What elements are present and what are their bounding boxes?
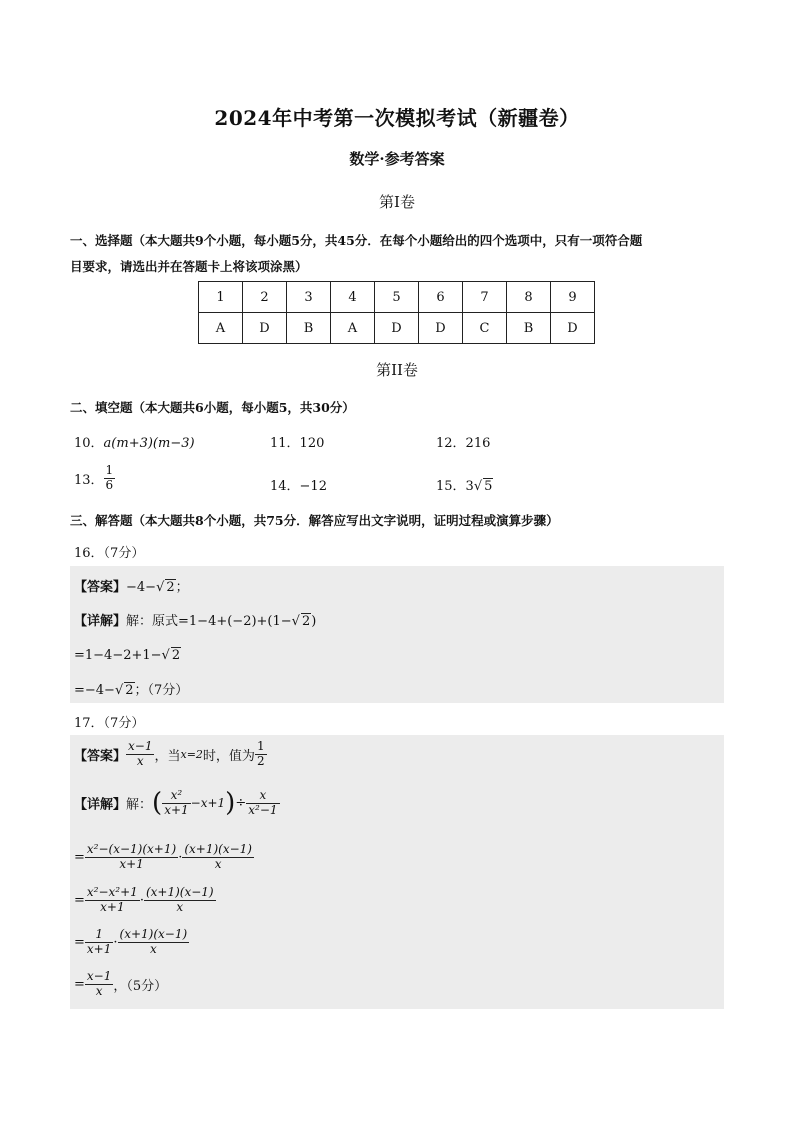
numerator: x−1: [86, 969, 112, 983]
answer-value: a(m+3)(m−3): [103, 436, 195, 451]
term: −x+1: [190, 796, 226, 810]
q16-step-2: =−4−√ 2；（7分）: [74, 683, 189, 698]
fraction: [118, 928, 190, 957]
equals-sign: =: [74, 934, 85, 950]
close-paren: ): [225, 788, 236, 818]
fraction: [144, 886, 216, 915]
answer-text: −4−: [126, 580, 157, 595]
volume-one-heading: 第Ⅰ卷: [379, 193, 415, 211]
denominator: 2: [256, 753, 265, 768]
step-end: ，（5分）: [113, 978, 168, 994]
table-cell: B: [507, 313, 551, 344]
q17-header: 17．（7分）: [74, 716, 145, 731]
table-cell: 6: [419, 282, 463, 313]
table-cell: 5: [375, 282, 419, 313]
choice-answer-table: [198, 281, 595, 344]
step-end: ；（7分）: [134, 683, 189, 698]
fraction: [126, 740, 154, 769]
denominator: x²−1: [248, 802, 278, 817]
fraction: [255, 740, 267, 769]
equals-sign: =: [74, 849, 85, 865]
q17-step-2: [74, 886, 216, 915]
answer-label: 【答案】: [74, 748, 127, 764]
section-one-intro-line2: 目要求，请选出并在答题卡上将该项涂黑）: [70, 259, 308, 274]
multiply-dot: ·: [113, 934, 118, 950]
denominator: x: [136, 753, 144, 768]
fraction: [104, 464, 116, 493]
answer-end: ；: [175, 580, 189, 595]
fraction: [162, 789, 190, 818]
table-cell: 1: [199, 282, 243, 313]
q17-answer-line: [74, 740, 267, 769]
fraction: [85, 970, 113, 999]
detail-text: 解：: [126, 797, 153, 813]
numerator: x²: [162, 789, 190, 804]
table-cell: D: [375, 313, 419, 344]
numerator: x−1: [128, 739, 153, 753]
multiply-dot: ·: [178, 849, 183, 865]
fill-answer-11: 11．120: [270, 436, 325, 451]
radicand: 2: [166, 580, 175, 595]
numerator: (x+1)(x−1): [119, 927, 188, 941]
denominator: x+1: [86, 941, 112, 956]
fraction: [85, 886, 140, 915]
q17-step-4: [74, 970, 167, 999]
radicand: 2: [125, 683, 134, 698]
divide-sign: ÷: [235, 795, 247, 811]
q16-header: 16．（7分）: [74, 546, 145, 561]
denominator: x+1: [164, 802, 189, 817]
table-cell: D: [243, 313, 287, 344]
answer-text: ，当: [154, 748, 181, 764]
denominator: x: [214, 856, 222, 871]
fraction: [246, 789, 279, 818]
answer-label: 【答案】: [74, 580, 127, 595]
q16-step-1: =1−4−2+1−√ 2: [74, 648, 181, 663]
step-text: =−4−: [74, 683, 115, 698]
equals-sign: =: [74, 892, 85, 908]
numerator: x²−(x−1)(x+1): [86, 842, 177, 856]
table-cell: A: [331, 313, 375, 344]
table-row-answers: [199, 313, 595, 344]
table-cell: D: [419, 313, 463, 344]
fill-answer-14: 14．−12: [270, 479, 327, 494]
numerator: 1: [256, 739, 265, 753]
denominator: x: [95, 983, 103, 998]
radicand: 2: [171, 648, 181, 663]
section-two-intro: 二、填空题（本大题共6小题，每小题5，共30分）: [70, 400, 355, 415]
fill-answer-10: [74, 432, 195, 451]
numerator: 1: [105, 463, 114, 477]
section-three-intro: 三、解答题（本大题共8个小题，共75分．解答应写出文字说明，证明过程或演算步骤）: [70, 513, 559, 528]
numerator: (x+1)(x−1): [184, 842, 252, 856]
table-cell: C: [463, 313, 507, 344]
equals-sign: =: [74, 976, 85, 992]
table-cell: 3: [287, 282, 331, 313]
table-row-numbers: [199, 282, 595, 313]
step-text: =1−4−2+1−: [74, 648, 162, 663]
table-cell: 4: [331, 282, 375, 313]
q17-step-1: [74, 843, 254, 872]
numerator: 1: [85, 928, 113, 943]
multiply-dot: ·: [139, 892, 144, 908]
detail-text: 解：原式=1−4+(−2)+(1−: [126, 614, 292, 629]
condition: x=2: [180, 747, 203, 761]
radicand: 5: [484, 479, 493, 494]
table-cell: 7: [463, 282, 507, 313]
fill-answer-13: [74, 464, 115, 493]
document-subtitle: 数学·参考答案: [349, 150, 445, 168]
fraction: [182, 843, 254, 872]
fill-answer-15: 15．3√ 5: [436, 479, 493, 494]
q16-answer-line: 【答案】−4−√ 2；: [74, 580, 189, 595]
detail-label: 【详解】: [74, 797, 127, 813]
volume-two-heading: 第II卷: [376, 361, 418, 379]
question-number: 15．: [436, 479, 466, 494]
numerator: x²−x²+1: [86, 885, 138, 899]
question-number: 10．: [74, 436, 104, 451]
denominator: 6: [105, 477, 114, 492]
detail-end: ): [311, 614, 317, 629]
fraction: [85, 928, 113, 957]
numerator: (x+1)(x−1): [145, 885, 214, 899]
answer-text: 时，值为: [202, 748, 255, 764]
denominator: x: [176, 899, 184, 914]
fraction: [85, 843, 178, 872]
table-cell: 8: [507, 282, 551, 313]
table-cell: A: [199, 313, 243, 344]
fill-answer-12: 12．216: [436, 436, 491, 451]
numerator: x: [246, 789, 279, 804]
radicand: 2: [301, 614, 311, 629]
section-one-intro: 一、选择题（本大题共9个小题，每小题5分，共45分．在每个小题给出的四个选项中，只有一项符合题: [70, 233, 643, 248]
table-cell: D: [551, 313, 595, 344]
q17-solution-box: [70, 735, 724, 1009]
coefficient: 3: [465, 479, 474, 494]
open-paren: (: [152, 788, 163, 818]
denominator: x+1: [119, 856, 144, 871]
q17-step-3: [74, 928, 189, 957]
denominator: x+1: [100, 899, 125, 914]
table-cell: 9: [551, 282, 595, 313]
denominator: x: [149, 941, 157, 956]
q16-detail-line: 【详解】解：原式=1−4+(−2)+(1−√ 2): [74, 614, 317, 629]
table-cell: B: [287, 313, 331, 344]
question-number: 13．: [74, 472, 104, 488]
document-title: 2024年中考第一次模拟考试（新疆卷）: [214, 106, 580, 130]
detail-label: 【详解】: [74, 614, 127, 629]
q17-detail-line: [74, 788, 280, 818]
table-cell: 2: [243, 282, 287, 313]
